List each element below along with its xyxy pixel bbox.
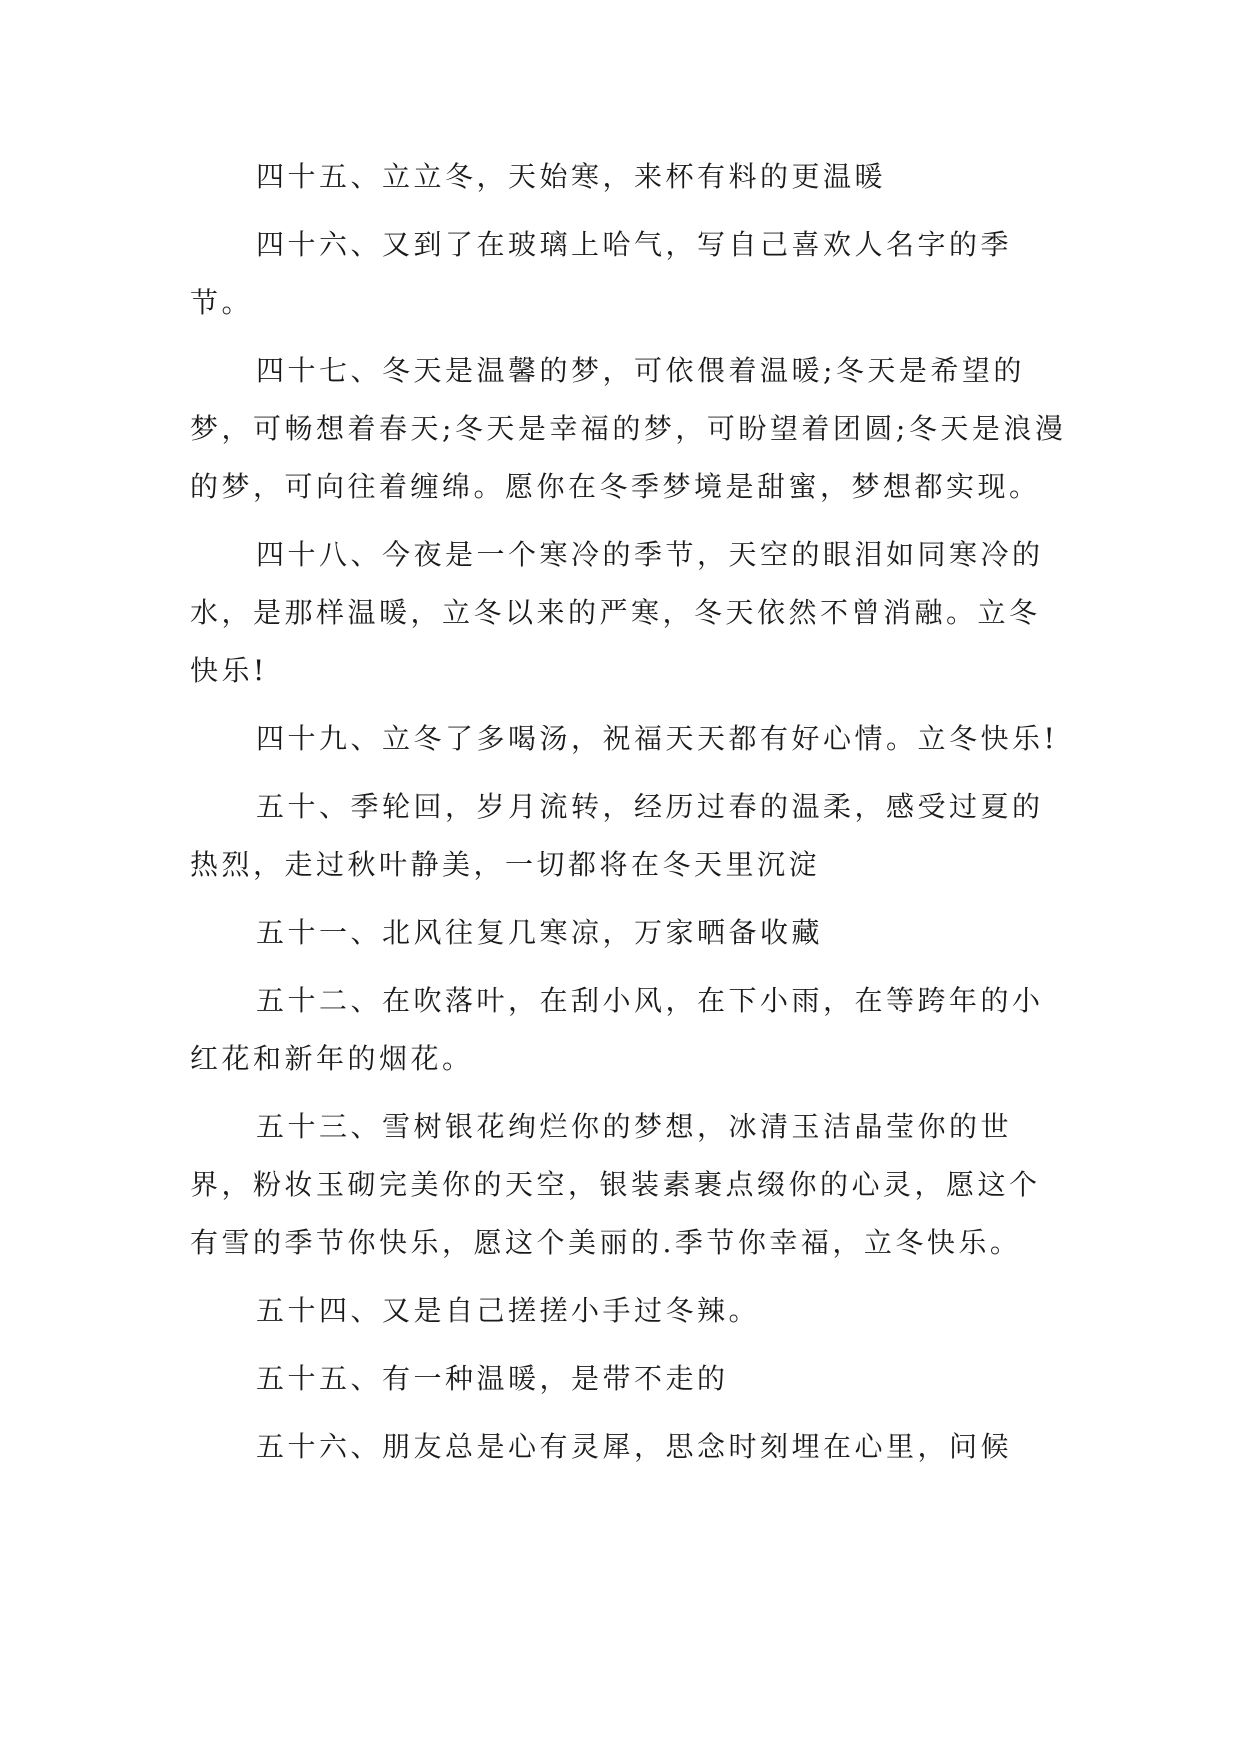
paragraph-46: 四十六、又到了在玻璃上哈气，写自己喜欢人名字的季节。 [190,228,1013,319]
paragraph-47: 四十七、冬天是温馨的梦，可依偎着温暖;冬天是希望的梦，可畅想着春天;冬天是幸福的梦，可盼望着团圆;冬天是浪漫的梦，可向往着缠绵。愿你在冬季梦境是甜蜜，梦想都实现。 [190,354,1067,503]
paragraph-49: 四十九、立冬了多喝汤，祝福天天都有好心情。立冬快乐! [256,722,1059,755]
paragraph-55: 五十五、有一种温暖，是带不走的 [256,1362,729,1395]
paragraph-52: 五十二、在吹落叶，在刮小风，在下小雨，在等跨年的小红花和新年的烟花。 [190,984,1044,1075]
paragraph-48: 四十八、今夜是一个寒冷的季节，天空的眼泪如同寒冷的水，是那样温暖，立冬以来的严寒，冬天依然不曾消融。立冬快乐! [190,538,1044,687]
paragraph-50: 五十、季轮回，岁月流转，经历过春的温柔，感受过夏的热烈，走过秋叶静美，一切都将在冬天里沉淀 [190,790,1044,881]
document-page [190,148,1070,1486]
paragraph-54: 五十四、又是自己搓搓小手过冬辣。 [256,1294,761,1327]
paragraph-56: 五十六、朋友总是心有灵犀，思念时刻埋在心里，问候 [256,1430,1013,1463]
paragraph-45: 四十五、立立冬，天始寒，来杯有料的更温暖 [256,160,887,193]
paragraph-53: 五十三、雪树银花绚烂你的梦想，冰清玉洁晶莹你的世界，粉妆玉砌完美你的天空，银装素裹点缀你的心灵，愿这个有雪的季节你快乐，愿这个美丽的.季节你幸福，立冬快乐。 [190,1110,1041,1259]
paragraph-51: 五十一、北风往复几寒凉，万家晒备收藏 [256,916,824,949]
